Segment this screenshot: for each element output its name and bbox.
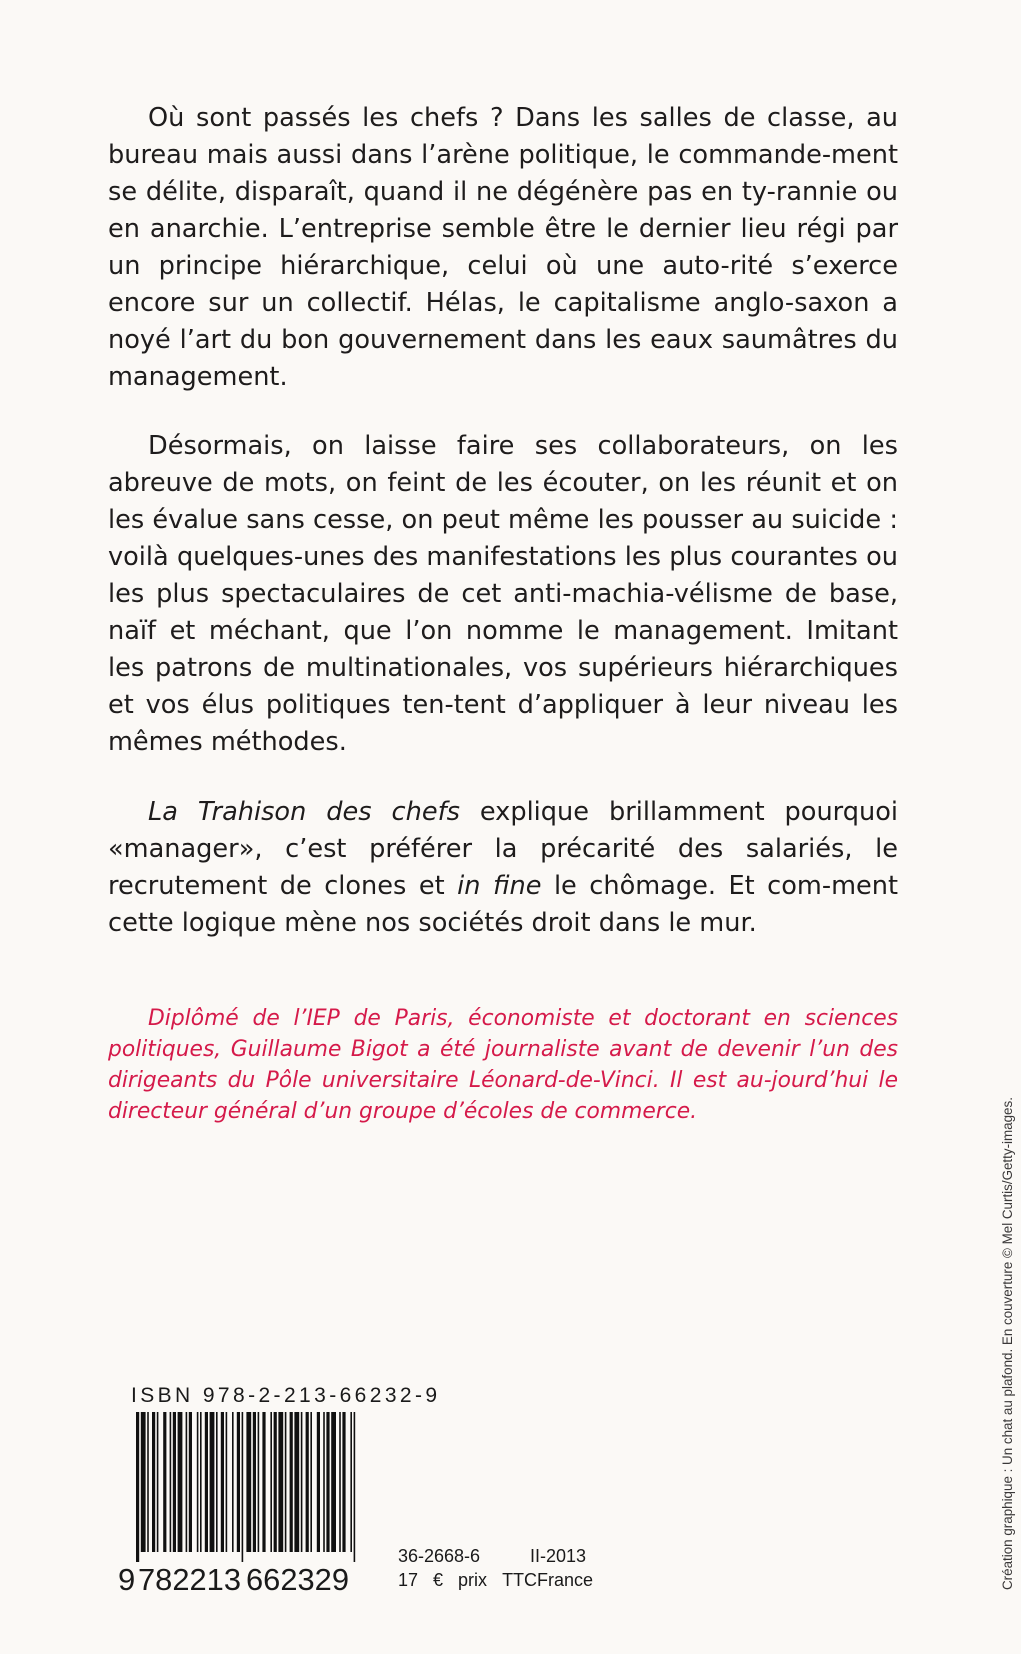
barcode-bar [278,1412,283,1552]
barcode [118,1412,368,1592]
barcode-bar [200,1412,202,1552]
barcode-bar [258,1412,260,1552]
barcode-bar [178,1412,183,1552]
blurb-paragraph-1: Où sont passés les chefs ? Dans les salles de classe, au bureau mais aussi dans l’arène politique, le commande-ment se délite, disparaît, quand il ne dégénère pas en ty-rannie ou en anarchie. L’entreprise semble être le dernier lieu régi par un principe hiérarchique, celui où une auto-rité s’exerce encore sur un collectif. Hélas, le capitalisme anglo-saxon a noyé l’art du bon gouvernement dans les eaux saumâtres du management. [108,103,898,392]
barcode-bar [216,1412,218,1552]
price-amount: 17 [398,1570,419,1590]
print-date: II-2013 [530,1546,587,1566]
barcode-bar [342,1412,345,1552]
barcode-bar [189,1412,192,1552]
barcode-bar [323,1412,325,1552]
barcode-bar [147,1412,149,1552]
barcode-bar [317,1412,320,1552]
price-line [398,1570,552,1591]
paragraph-3-text-b: le chômage. Et com-ment cette logique mène nos sociétés droit dans le mur. [108,871,898,938]
barcode-bar [270,1412,272,1552]
barcode-bar [285,1412,287,1552]
blurb-paragraph-3 [108,794,898,942]
barcode-first-digit: 9 [118,1562,136,1592]
design-credit: Création graphique : Un chat au plafond. En couverture © Mel Curtis/Getty-images. [1000,1097,1015,1590]
barcode-bar [242,1412,244,1562]
barcode-bar [354,1412,356,1562]
latin-phrase: in fine [457,871,542,901]
isbn-label: ISBN 978-2-213-66232-9 [131,1384,441,1407]
barcode-bar [226,1412,228,1552]
country: France [537,1570,594,1590]
barcode-bar [237,1412,240,1552]
barcode-bar [274,1412,277,1552]
barcode-bar [262,1412,265,1552]
barcode-bar [232,1412,234,1552]
barcode-bar [136,1412,139,1562]
book-title: La Trahison des chefs [148,797,460,827]
barcode-left-digits: 782213 [138,1562,241,1592]
barcode-bar [310,1412,312,1552]
barcode-bar [339,1412,341,1552]
barcode-bar [253,1412,256,1552]
barcode-bar [221,1412,224,1552]
barcode-bar [197,1412,199,1552]
barcode-bar [301,1412,303,1552]
barcode-bar [173,1412,176,1552]
barcode-right-digits: 662329 [246,1562,349,1592]
barcode-bar [141,1412,146,1552]
barcode-bar [326,1412,329,1552]
blurb-paragraph-2: Désormais, on laisse faire ses collaborateurs, on les abreuve de mots, on feint de les écouter, on les réunit et on les évalue sans cesse, on peut même les pousser au suicide : voilà quelques-unes des manifestations les plus courantes ou les plus spectaculaires de cet anti-machia-vélisme de base, naïf et méchant, que l’on nomme le management. Imitant les patrons de multinationales, vos supérieurs hiérarchiques et vos élus politiques ten-tent d’appliquer à leur niveau les mêmes méthodes. [108,431,898,757]
barcode-bar [350,1412,352,1552]
price-tax: TTC [502,1570,538,1590]
barcode-bar [294,1412,299,1552]
barcode-bar [163,1412,166,1552]
barcode-bar [306,1412,309,1552]
barcode-bar [290,1412,293,1552]
barcode-bar [170,1412,172,1552]
product-code: 36-2668-6 [398,1546,481,1566]
price-currency: € [433,1570,444,1590]
barcode-bar [157,1412,159,1552]
barcode-bar [205,1412,208,1552]
barcode-bar [210,1412,215,1552]
barcode-bars [136,1412,355,1562]
author-bio: Diplômé de l’IEP de Paris, économiste et doctorant en sciences politiques, Guillaume Bigot a été journaliste avant de devenir l’un des dirigeants du Pôle universitaire Léonard-de-Vinci. Il est au-jourd’hui le directeur général d’un groupe d’écoles de commerce. [108,1006,898,1124]
price-label: prix [458,1570,488,1590]
barcode-bar [331,1412,336,1552]
barcode-bar [246,1412,251,1552]
paragraph-3-text-a: explique brillamment pourquoi «manager», c’est préférer la précarité des salariés, le recrutement de clones et [108,797,898,901]
barcode-bar [152,1412,155,1552]
barcode-bar [186,1412,188,1552]
